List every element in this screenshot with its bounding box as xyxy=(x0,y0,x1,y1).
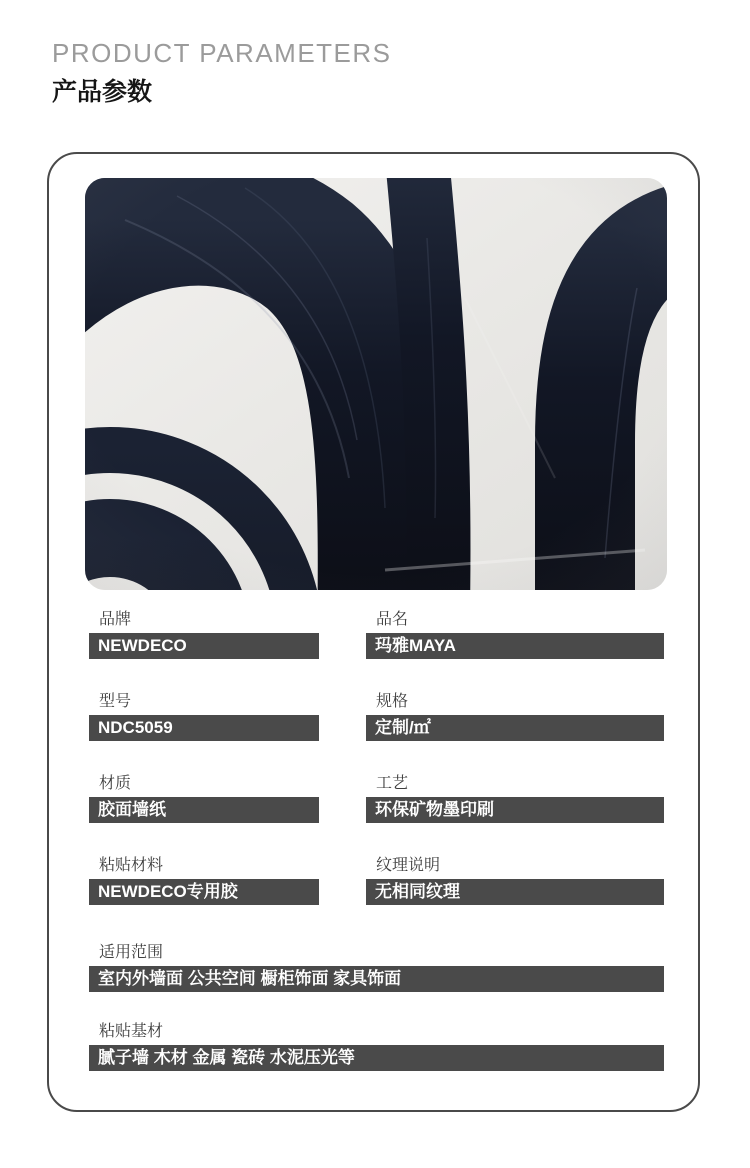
page-title-zh: 产品参数 xyxy=(52,78,153,106)
product-artwork xyxy=(85,178,667,590)
param-field-craft xyxy=(366,774,664,823)
param-label: 品牌 xyxy=(99,611,132,628)
param-field-substrate xyxy=(89,1022,664,1071)
parameters-list xyxy=(89,610,664,1104)
param-value: 室内外墙面 公共空间 橱柜饰面 家具饰面 xyxy=(89,966,664,992)
param-value: 胶面墙纸 xyxy=(89,797,319,823)
param-field-adhesive-material xyxy=(89,856,319,905)
param-row xyxy=(89,692,664,741)
param-label: 粘贴基材 xyxy=(99,1023,164,1040)
param-label: 粘贴材料 xyxy=(99,857,164,874)
param-field-product-name xyxy=(366,610,664,659)
param-row xyxy=(89,610,664,659)
param-label: 工艺 xyxy=(376,775,409,792)
param-value: 腻子墙 木材 金属 瓷砖 水泥压光等 xyxy=(89,1045,664,1071)
param-label: 纹理说明 xyxy=(376,857,441,874)
param-value: NDC5059 xyxy=(89,715,319,741)
abstract-arches-artwork xyxy=(85,178,667,590)
param-value: 定制/㎡ xyxy=(366,715,664,741)
param-row xyxy=(89,856,664,905)
header xyxy=(52,38,392,107)
param-field-model xyxy=(89,692,319,741)
product-parameters-card xyxy=(47,152,700,1112)
param-field-application-range xyxy=(89,943,664,992)
param-label: 品名 xyxy=(376,611,409,628)
param-row xyxy=(89,774,664,823)
param-field-brand xyxy=(89,610,319,659)
param-value: 玛雅MAYA xyxy=(366,633,664,659)
param-field-specification xyxy=(366,692,664,741)
param-label: 规格 xyxy=(376,693,409,710)
page-title-en: PRODUCT PARAMETERS xyxy=(52,38,392,68)
param-value: 环保矿物墨印刷 xyxy=(366,797,664,823)
param-value: 无相同纹理 xyxy=(366,879,664,905)
param-row xyxy=(89,943,664,992)
param-label: 材质 xyxy=(99,775,132,792)
param-field-texture-note xyxy=(366,856,664,905)
param-row xyxy=(89,1022,664,1071)
param-label: 型号 xyxy=(99,693,132,710)
param-value: NEWDECO xyxy=(89,633,319,659)
param-label: 适用范围 xyxy=(99,944,164,961)
param-value: NEWDECO专用胶 xyxy=(89,879,319,905)
param-field-material xyxy=(89,774,319,823)
